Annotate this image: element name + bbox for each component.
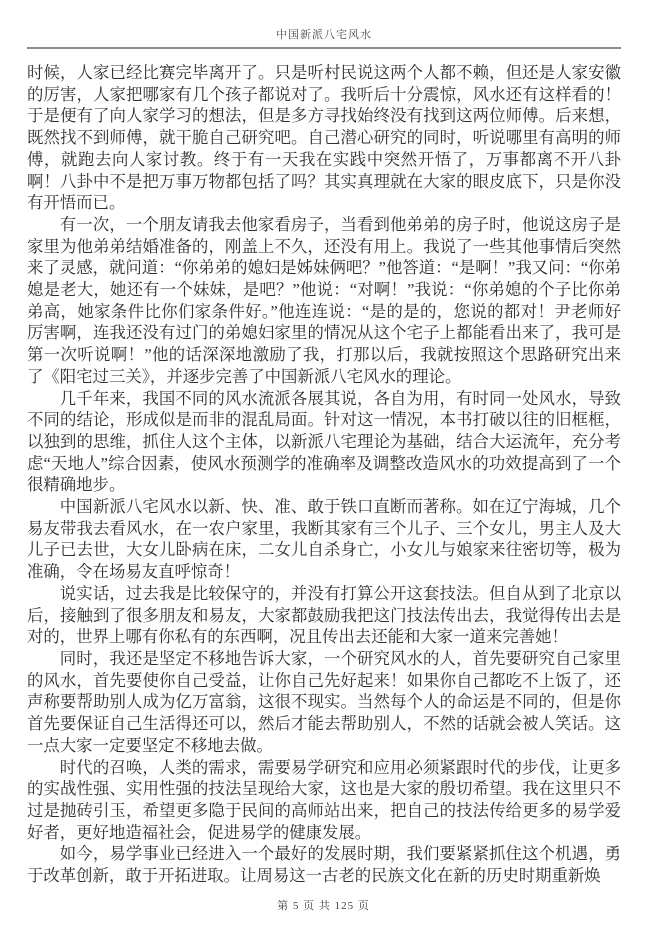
page-footer xyxy=(0,897,647,913)
paragraph: 有一次，一个朋友请我去他家看房子，当看到他弟弟的房子时，他说这房子是家里为他弟弟结婚准备的，刚盖上不久，还没有用上。我说了一些其他事情后突然来了灵感，就问道：“你弟弟的媳妇是姊妹俩吧？”他答道：“是啊！”我又问：“你弟媳是老大，她还有一个妹妹，是吧？”他说：“对啊！”我说：“你弟媳的个子比你弟弟高，她家条件比你们家条件好。”他连连说：“是的是的，您说的都对！尹老师好厉害啊，连我还没有过门的弟媳妇家里的情况从这个宅子上都能看出来了，我可是第一次听说啊！”他的话深深地激励了我，打那以后，我就按照这个思路研究出来了《阳宅过三关》，并逐步完善了中国新派八宅风水的理论。 xyxy=(27,214,621,386)
paragraph: 时候，人家已经比赛完毕离开了。只是听村民说这两个人都不赖，但还是人家安徽的厉害，人家把哪家有几个孩子都说对了。我听后十分震惊，风水还有这样看的！于是便有了向人家学习的想法，但是多方寻找始终没有找到这两位师傅。后来想，既然找不到师傅，就干脆自己研究吧。自己潜心研究的同时，听说哪里有高明的师傅，就跑去向人家讨教。终于有一天我在实践中突然开悟了，万事都离不开八卦啊！八卦中不是把万事万物都包括了吗？其实真理就在大家的眼皮底下，只是你没有开悟而已。 xyxy=(27,63,621,213)
paragraph: 说实话，过去我是比较保守的，并没有打算公开这套技法。但自从到了北京以后，接触到了很多朋友和易友，大家都鼓励我把这门技法传出去，我觉得传出去是对的，世界上哪有你私有的东西啊，况且传出去还能和大家一道来完善她！ xyxy=(27,583,621,647)
paragraph: 几千年来，我国不同的风水流派各展其说，各自为用，有时同一处风水，导致不同的结论，形成似是而非的混乱局面。针对这一情况，本书打破以往的旧框框，以独到的思维，抓住人这个主体，以新派八宅理论为基础，结合大运流年，充分考虑“天地人”综合因素，使风水预测学的准确率及调整改造风水的功效提高到了一个很精确地步。 xyxy=(27,388,621,495)
document-body xyxy=(27,62,621,887)
header-divider xyxy=(27,47,621,49)
header-title: 中国新派八宅风水 xyxy=(276,29,372,41)
page-header xyxy=(27,28,621,49)
paragraph: 同时，我还是坚定不移地告诉大家，一个研究风水的人，首先要研究自己家里的风水，首先要使你自己受益，让你自己先好起来！如果你自己都吃不上饭了，还声称要帮助别人成为亿万富翁，这很不现实。当然每个人的命运是不同的，但是你首先要保证自己生活得还可以，然后才能去帮助别人，不然的话就会被人笑话。这一点大家一定要坚定不移地去做。 xyxy=(27,648,621,755)
paragraph: 如今，易学事业已经进入一个最好的发展时期，我们要紧紧抓住这个机遇，勇于改革创新，敢于开拓进取。让周易这一古老的民族文化在新的历史时期重新焕 xyxy=(27,844,621,886)
paragraph: 中国新派八宅风水以新、快、准、敢于铁口直断而著称。如在辽宁海城，几个易友带我去看风水，在一农户家里，我断其家有三个儿子、三个女儿，男主人及大儿子已去世，大女儿卧病在床，二女儿自杀身亡，小女儿与娘家来往密切等，极为准确，令在场易友直呼惊奇！ xyxy=(27,497,621,582)
paragraph: 时代的召唤，人类的需求，需要易学研究和应用必须紧跟时代的步伐，让更多的实战性强、实用性强的技法呈现给大家，这也是大家的殷切希望。我在这里只不过是抛砖引玉，希望更多隐于民间的高师站出来，把自己的技法传给更多的易学爱好者，更好地造福社会，促进易学的健康发展。 xyxy=(27,757,621,842)
page-number: 第 5 页 共 125 页 xyxy=(277,900,370,912)
